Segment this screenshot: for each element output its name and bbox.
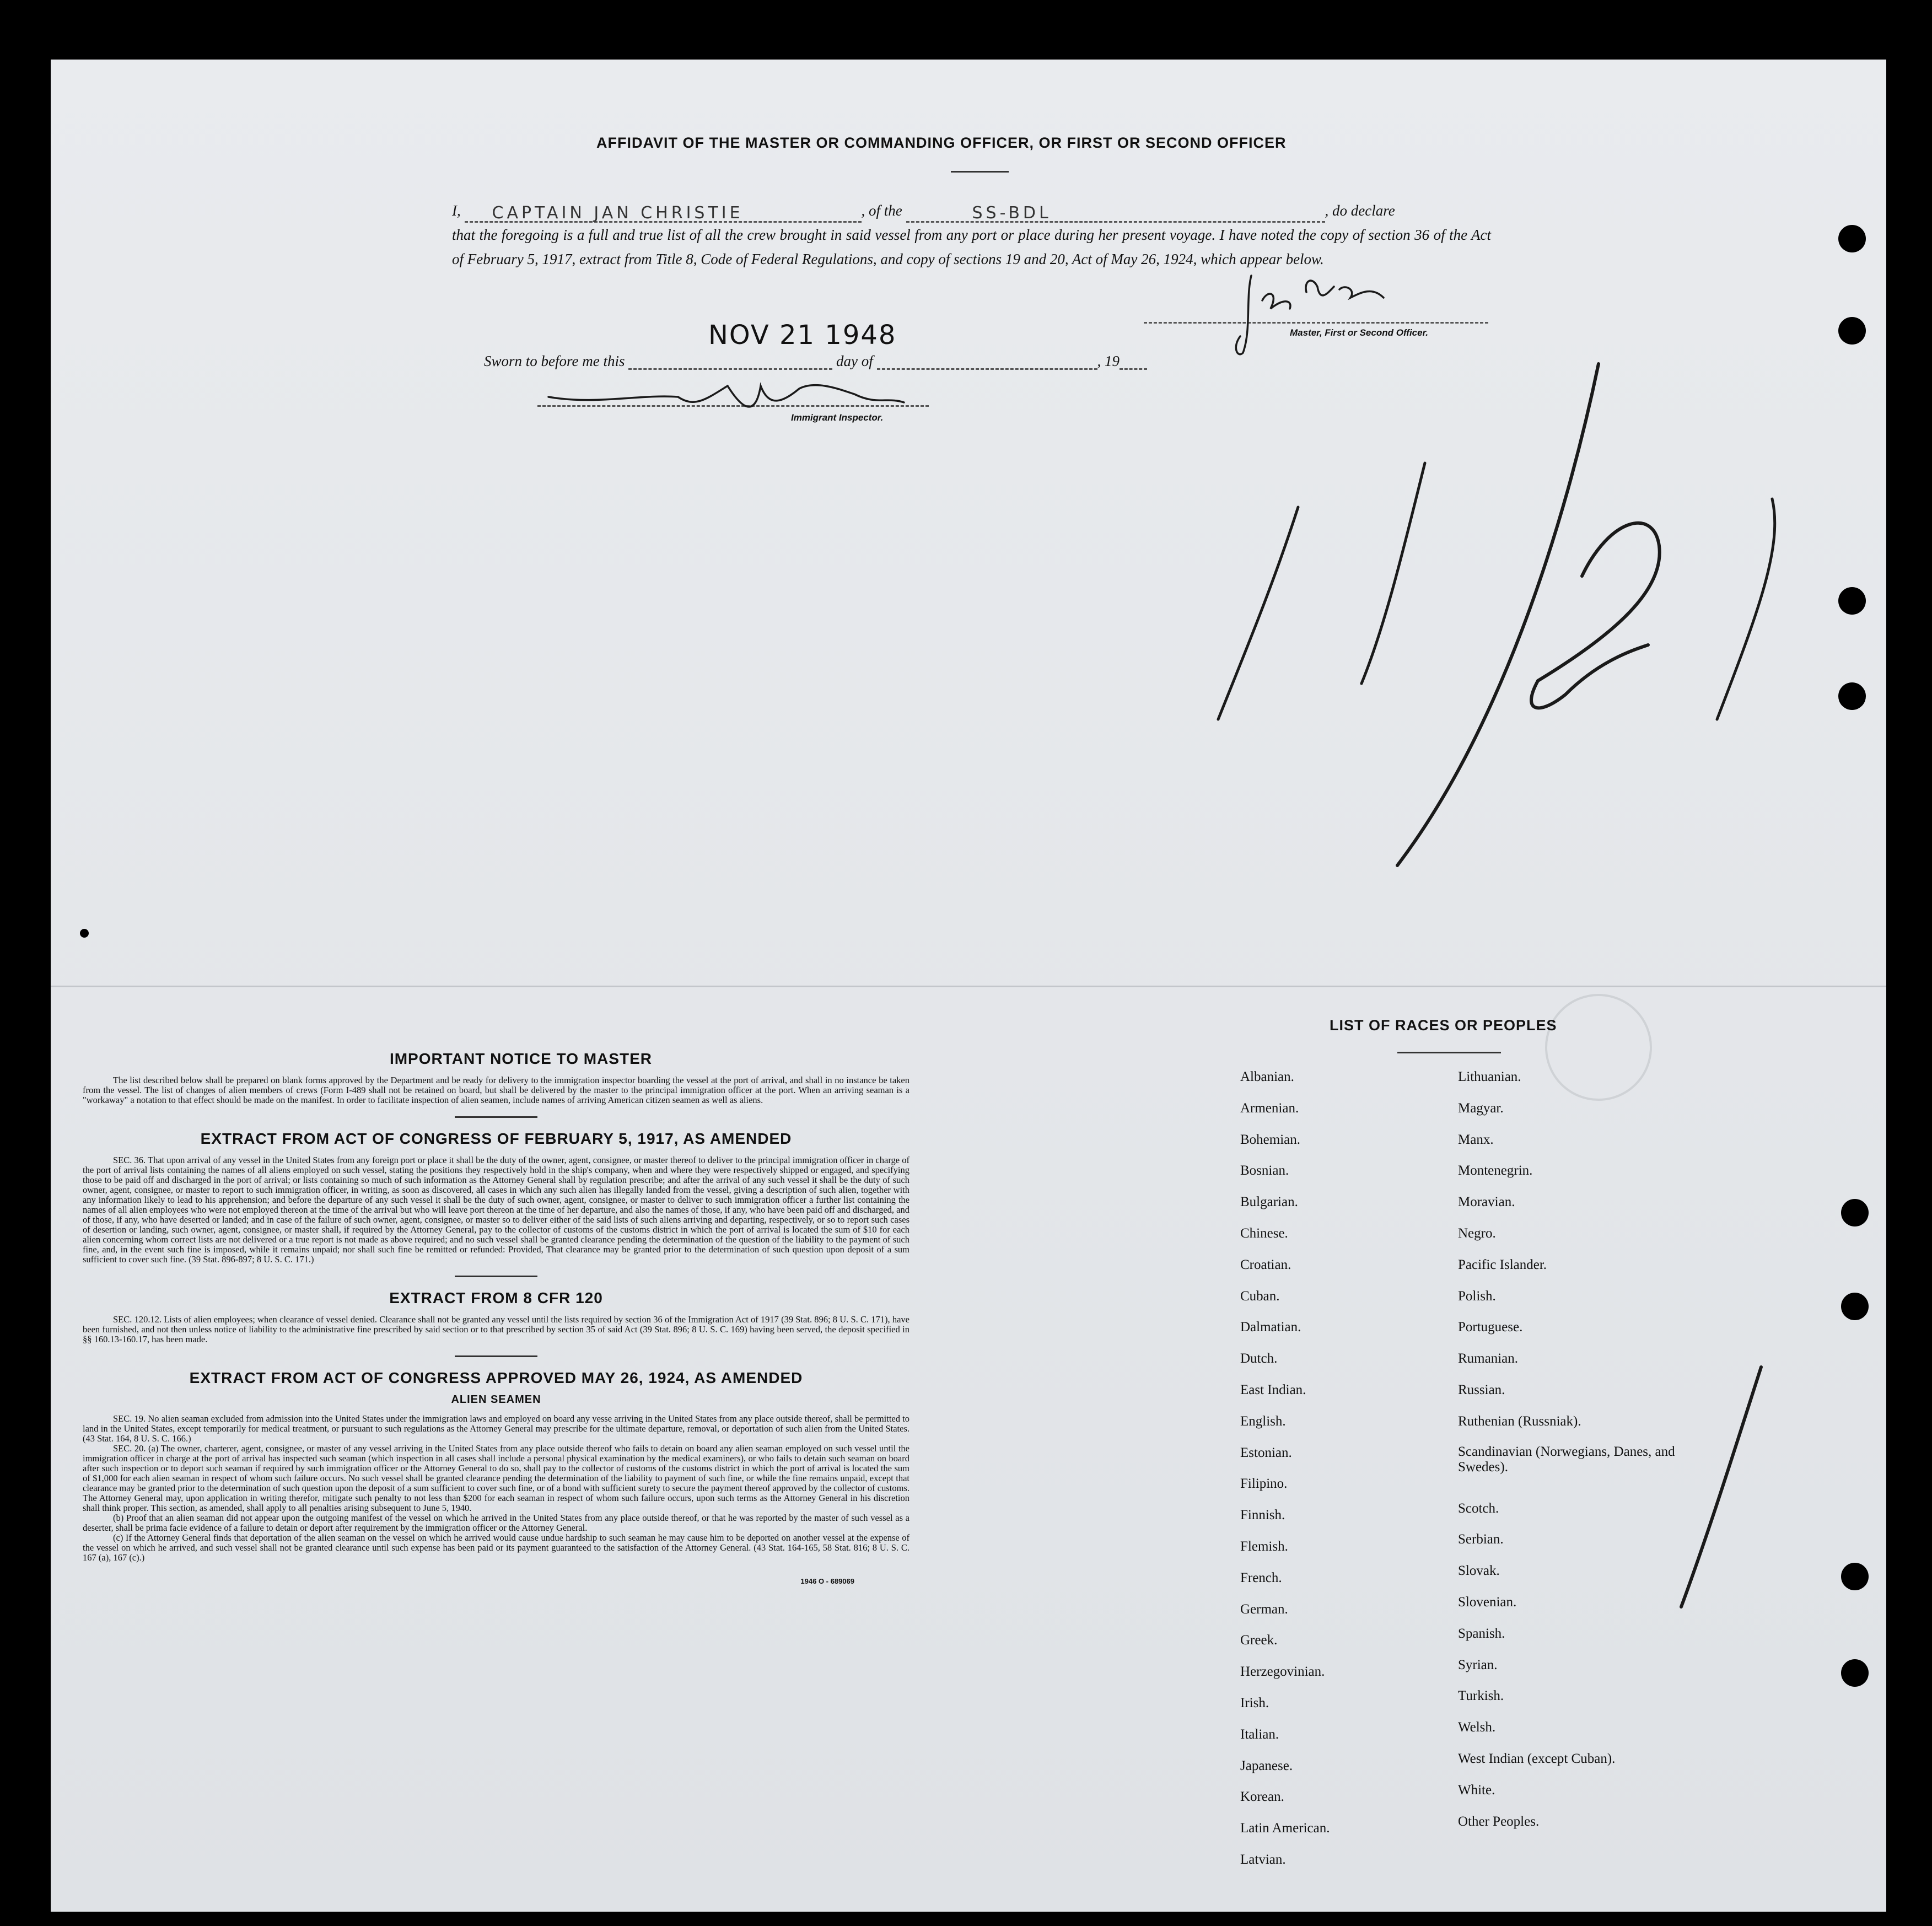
- handwritten-one-c: [1717, 499, 1775, 719]
- races-left-column: [1240, 1062, 1330, 1876]
- race-item: Latin American.: [1240, 1821, 1330, 1836]
- handwritten-slash: [1397, 364, 1599, 865]
- race-item: Bohemian.: [1240, 1132, 1301, 1147]
- race-item: Cuban.: [1240, 1288, 1280, 1304]
- extract-1917-title: EXTRACT FROM ACT OF CONGRESS OF FEBRUARY 5, 1917, AS AMENDED: [200, 1130, 792, 1147]
- race-item: East Indian.: [1240, 1382, 1306, 1397]
- race-item: Herzegovinian.: [1240, 1664, 1325, 1680]
- races-right-column: [1458, 1062, 1689, 1837]
- race-item: Bulgarian.: [1240, 1195, 1298, 1210]
- extract-cfr-rule: [455, 1355, 537, 1357]
- race-item: Latvian.: [1240, 1852, 1286, 1867]
- day-of-label: day of: [836, 353, 873, 369]
- race-item: German.: [1240, 1601, 1288, 1617]
- race-item: Irish.: [1240, 1695, 1269, 1710]
- race-item: Manx.: [1458, 1132, 1494, 1147]
- alien-seamen-subtitle: ALIEN SEAMEN: [451, 1394, 541, 1406]
- notice-rule: [455, 1116, 537, 1118]
- race-item: Pacific Islander.: [1458, 1257, 1547, 1272]
- race-item: Korean.: [1240, 1789, 1284, 1805]
- sworn-label: Sworn to before me this: [484, 353, 625, 369]
- race-item: Italian.: [1240, 1726, 1279, 1742]
- year-label: , 19: [1097, 353, 1120, 369]
- master-signature: [1236, 276, 1384, 354]
- race-item: Negro.: [1458, 1225, 1496, 1241]
- race-item: Syrian.: [1458, 1657, 1498, 1672]
- ink-spot: [80, 929, 89, 938]
- inspector-caption: Immigrant Inspector.: [791, 412, 884, 423]
- handwritten-one-d: [1681, 1367, 1761, 1607]
- race-item: Lithuanian.: [1458, 1069, 1521, 1084]
- race-item: Albanian.: [1240, 1069, 1294, 1084]
- race-item: Serbian.: [1458, 1532, 1504, 1547]
- extract-1924-sec20b: (b) Proof that an alien seaman did not appear upon the outgoing manifest of the vessel on which he arrived in the United States from any place outside thereof, or that he was reported by the master of such vessel as a deserter, shall be prima facie evidence of a failure to detain or deport after requirement by the immigration officer or the Attorney General.: [83, 1513, 910, 1533]
- extract-1917-rule: [455, 1276, 537, 1277]
- notice-section: [83, 1050, 910, 1585]
- punch-hole: [1841, 1293, 1869, 1320]
- races-rule: [1397, 1052, 1501, 1053]
- race-item: West Indian (except Cuban).: [1458, 1751, 1616, 1766]
- extract-1924-title: EXTRACT FROM ACT OF CONGRESS APPROVED MAY 26, 1924, AS AMENDED: [189, 1369, 803, 1386]
- affidavit-title: AFFIDAVIT OF THE MASTER OR COMMANDING OFFICER, OR FIRST OR SECOND OFFICER: [596, 135, 1287, 151]
- handwritten-one-a: [1218, 507, 1298, 719]
- race-item: Montenegrin.: [1458, 1163, 1533, 1179]
- name-value: CAPTAIN JAN CHRISTIE: [492, 203, 744, 223]
- extract-cfr-title: EXTRACT FROM 8 CFR 120: [389, 1289, 603, 1306]
- race-item: Russian.: [1458, 1382, 1505, 1397]
- extract-1924-sec20c: (c) If the Attorney General finds that deportation of the alien seaman on the vessel on which he arrived would cause undue hardship to such seaman he may cause him to be deported on another vessel at the expense of the vessel on which he arrived, and such vessel shall not be granted clearance until such expense has been paid or its payment guaranteed to the satisfaction of the Attorney General. (43 Stat. 164-165, 58 Stat. 816; 8 U. S. C. 167 (a), 167 (c).): [83, 1532, 910, 1563]
- race-item: Slovak.: [1458, 1563, 1500, 1579]
- race-item: Spanish.: [1458, 1626, 1505, 1641]
- notice-title: IMPORTANT NOTICE TO MASTER: [389, 1050, 653, 1067]
- extract-1924-sec20a: SEC. 20. (a) The owner, charterer, agent, consignee, or master of any vessel arriving in the United States from any place outside thereof who fails to detain on board any alien seaman employed on such vessel until the immigration officer in charge at the port of arrival has inspected such seaman (which inspection in all cases shall include a personal physical examination by the medical examiners), or who fails to detain such seaman on board after such inspection or to deport such seaman if required by such immigration officer or the Attorney General to do so, shall pay to the collector of customs of the customs district in which the port of arrival is located the sum of $1,000 for each alien seaman in respect of whom such failure occurs. No such vessel shall be granted clearance pending the determination of the liability to payment of such fine, or while the fine remains unpaid, except that clearance may be granted prior to the determination of such question upon the deposit of a sum sufficient to cover such fine, or of a bond with sufficient surety to secure the payment thereof approved by the collector of customs. The Attorney General may, upon application in writing therefor, mitigate such penalty to not less than $200 for each seaman in respect of whom such failure occurs, upon such terms as the Attorney General in his discretion shall think proper. This section, as amended, shall apply to all penalties arising subsequent to June 5, 1940.: [83, 1443, 910, 1513]
- punch-hole: [1841, 1659, 1869, 1687]
- race-item: French.: [1240, 1570, 1282, 1585]
- races-title: LIST OF RACES OR PEOPLES: [1330, 1017, 1557, 1034]
- race-item: Greek.: [1240, 1633, 1278, 1648]
- extract-1917-text: SEC. 36. That upon arrival of any vessel in the United States from any foreign port or place it shall be the duty of the owner, agent, consignee, or master thereof to deliver to the principal immigration officer in charge of the port of arrival lists containing the names of all aliens employed on such vessel, stating the positions they respectively hold in the ship's company, when and where they were respectively shipped or engaged, and specifying those to be paid off and discharged in the port of arrival; or lists containing so much of such information as the Attorney General shall by regulation prescribe; and after the arrival of any such vessel it shall be the duty of such owner, agent, consignee, or master to report to such immigration officer, in writing, as soon as discovered, all cases in which any such alien has illegally landed from the vessel, giving a description of such alien, together with any information likely to lead to his apprehension; and before the departure of any such vessel it shall be the duty of such owner, agent, consignee, or master to deliver to such immigration officer a further list containing the names of all alien employees who were not employed thereon at the time of the arrival but who will leave port thereon at the time of her departure, and also the names of those, if any, who have been paid off and discharged, and of those, if any, who have deserted or landed; and in case of the failure of such owner, agent, consignee, or master so to deliver either of the said lists of such aliens arriving and departing, respectively, or so to report such cases of desertion or landing, such owner, agent, consignee, or master shall, if required by the Attorney General, pay to the collector of customs of the customs district in which the port of arrival is located the sum of $10 for each alien concerning whom correct lists are not delivered or a true report is not made as above required; and no such vessel shall be granted clearance pending the determination of the question of the liability to the payment of such fine, and, in the event such fine is imposed, while it remains unpaid; nor shall such fine be remitted or refunded: Provided, That clearance may be granted prior to the determination of such question upon deposit of a sum sufficient to cover such fine. (39 Stat. 896-897; 8 U. S. C. 171.): [83, 1155, 910, 1265]
- race-item: Japanese.: [1240, 1758, 1293, 1773]
- race-item: Other Peoples.: [1458, 1814, 1540, 1829]
- race-item: White.: [1458, 1782, 1495, 1798]
- race-item: Moravian.: [1458, 1195, 1515, 1210]
- punch-hole: [1841, 1199, 1869, 1226]
- punch-hole: [1838, 682, 1866, 710]
- notice-text: The list described below shall be prepared on blank forms approved by the Department and be ready for delivery to the immigration inspector boarding the vessel at the port of arrival, and shall in no instance be taken from the vessel. The list of changes of alien members of crews (Form I-489 shall not be retained on board, but shall be delivered by the master to the principal immigration officer at the port. When an arriving seaman is a "workaway" a notation to that effect should be made on the manifest. In order to facilitate inspection of alien seamen, include names of arriving American citizen seamen as well as aliens.: [83, 1075, 910, 1105]
- vessel-value: SS-BDL: [972, 203, 1052, 223]
- race-item: Chinese.: [1240, 1225, 1288, 1241]
- punch-hole: [1841, 1563, 1869, 1590]
- race-item: Portuguese.: [1458, 1320, 1523, 1335]
- master-caption: Master, First or Second Officer.: [1290, 327, 1428, 338]
- race-item: Finnish.: [1240, 1508, 1285, 1523]
- race-item: Bosnian.: [1240, 1163, 1289, 1179]
- race-item: Ruthenian (Russniak).: [1458, 1413, 1581, 1429]
- race-item: Scandinavian (Norwegians, Danes, and Swedes).: [1458, 1444, 1675, 1475]
- race-item: Welsh.: [1458, 1720, 1496, 1735]
- date-stamp: NOV 21 1948: [708, 320, 897, 351]
- race-item: Slovenian.: [1458, 1594, 1517, 1610]
- punch-hole: [1838, 317, 1866, 345]
- i-label: I,: [452, 202, 461, 219]
- race-item: Dalmatian.: [1240, 1320, 1301, 1335]
- do-declare-label: , do declare: [1325, 202, 1395, 219]
- race-item: Estonian.: [1240, 1445, 1292, 1460]
- race-item: Polish.: [1458, 1288, 1496, 1304]
- handwritten-one-b: [1361, 463, 1425, 684]
- punch-hole: [1838, 587, 1866, 615]
- punch-hole: [1838, 225, 1866, 252]
- extract-cfr-text: SEC. 120.12. Lists of alien employees; when clearance of vessel denied. Clearance shall not be granted any vessel until the lists required by section 36 of the Immigration Act of 1917 (39 Stat. 896; 8 U. S. C. 171), have been furnished, and not then unless notice of liability to the administrative fine prescribed by said section or to that prescribed by section 35 of said Act (39 Stat. 896; 8 U. S. C. 169) having been served, the deposit specified in §§ 160.13-160.17, has been made.: [83, 1314, 910, 1344]
- race-item: Filipino.: [1240, 1476, 1288, 1492]
- declaration-text: that the foregoing is a full and true list of all the crew brought in said vessel from any port or place during her present voyage. I have noted the copy of section 36 of the Act of February 5, 1917, extract from Title 8, Code of Federal Regulations, and copy of sections 19 and 20, Act of May 26, 1924, which appear below.: [452, 227, 1491, 267]
- race-item: Flemish.: [1240, 1538, 1288, 1554]
- race-item: Croatian.: [1240, 1257, 1291, 1272]
- race-item: Magyar.: [1458, 1100, 1504, 1116]
- of-the-label: , of the: [861, 202, 902, 219]
- race-item: Rumanian.: [1458, 1351, 1519, 1367]
- race-item: Dutch.: [1240, 1351, 1278, 1367]
- race-item: English.: [1240, 1413, 1286, 1429]
- inspector-signature: [548, 385, 904, 407]
- race-item: Scotch.: [1458, 1500, 1499, 1516]
- print-code: 1946 O - 689069: [800, 1577, 854, 1585]
- race-item: Turkish.: [1458, 1688, 1504, 1704]
- extract-1924-sec19: SEC. 19. No alien seaman excluded from admission into the United States under the immigration laws and employed on board any vesse arriving in the United States from any place outside thereof, shall be permitted to land in the United States, except temporarily for medical treatment, or pursuant to such regulations as the Attorney General may prescribe for the ultimate departure, removal, or deportation of such alien from the United States. (43 Stat. 164, 8 U. S. C. 166.): [83, 1413, 910, 1444]
- race-item: Armenian.: [1240, 1100, 1299, 1116]
